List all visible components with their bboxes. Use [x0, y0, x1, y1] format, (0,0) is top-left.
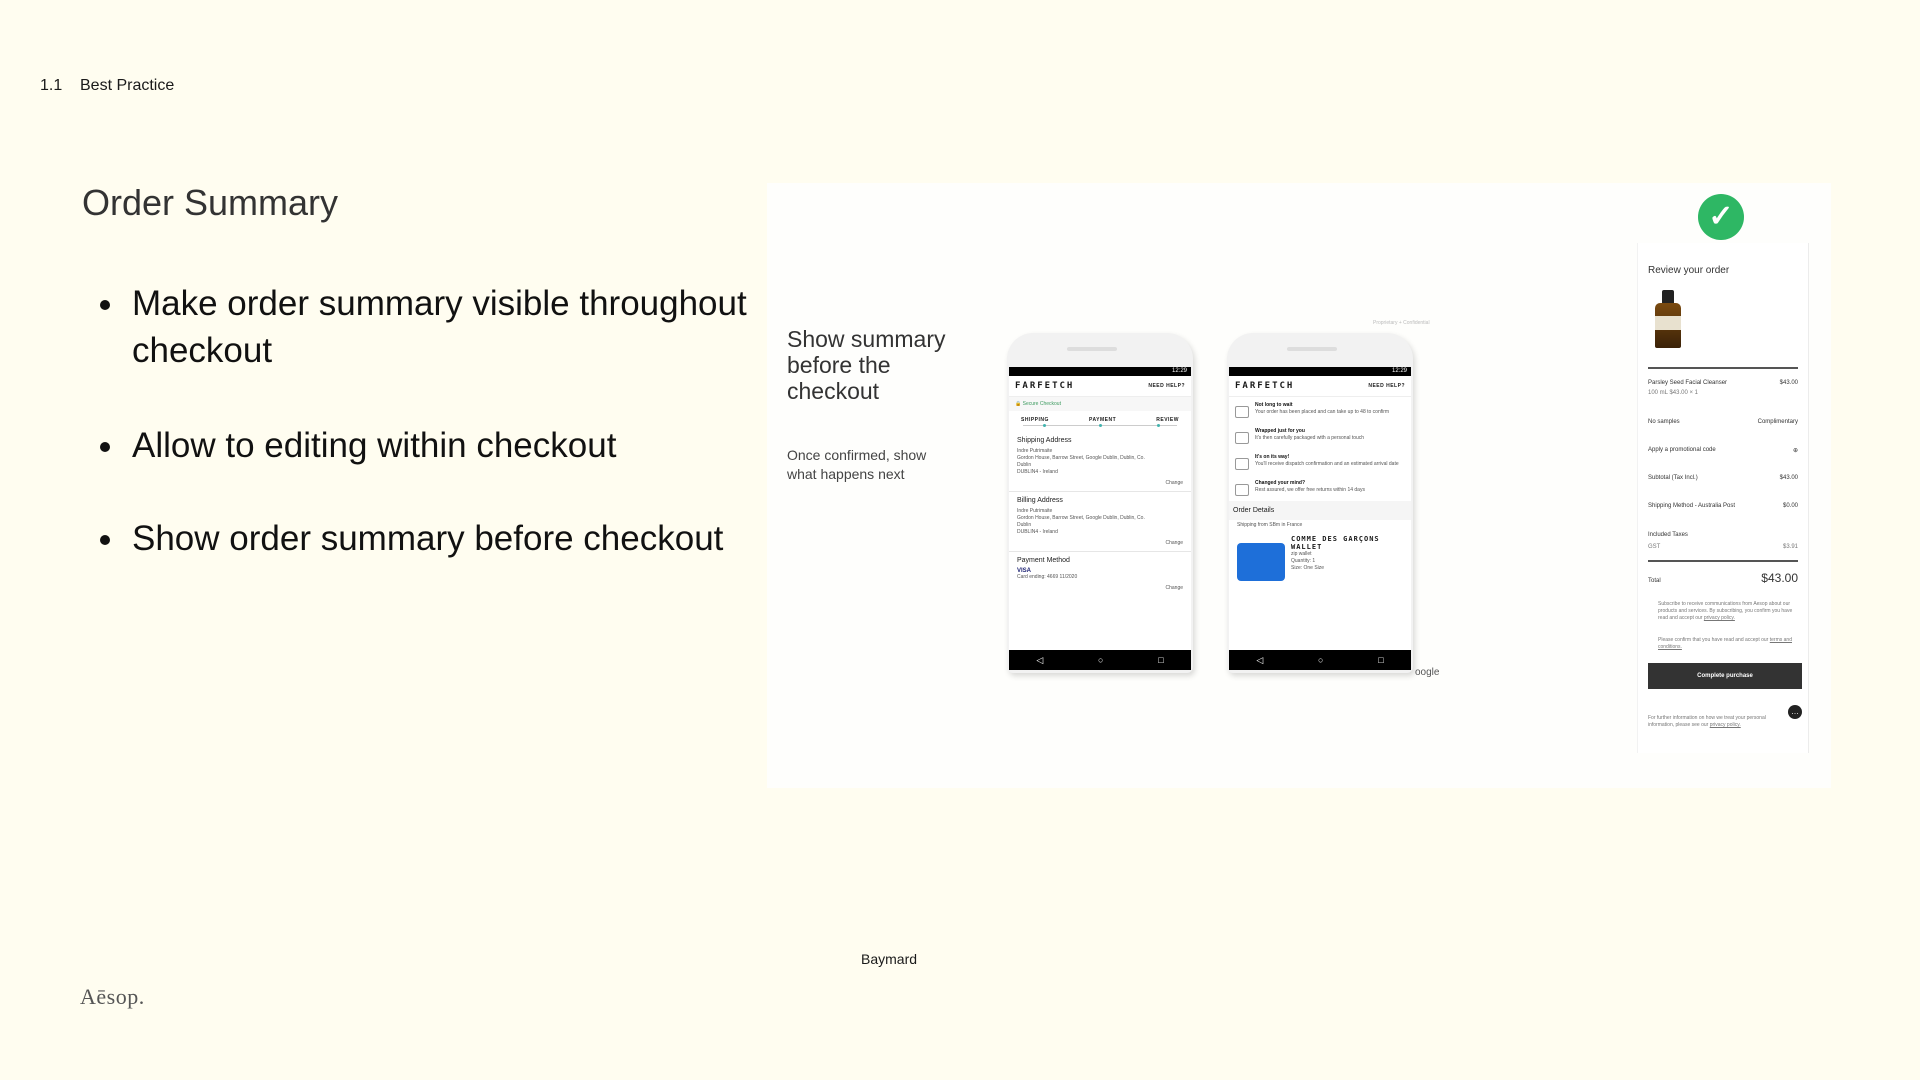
step-title: Changed your mind?: [1255, 480, 1305, 486]
brand-logo: Aēsop.: [80, 984, 145, 1009]
bottle-label: [1655, 316, 1681, 330]
gst-label: GST: [1648, 544, 1661, 550]
address-line: Dublin: [1017, 522, 1032, 528]
address-line: Gordon House, Barrow Street, Google Dublin, Dublin, Co.: [1017, 515, 1145, 521]
slide-number: 1.1: [40, 77, 63, 94]
subtotal-value: $43.00: [1779, 475, 1798, 481]
product-meta: 100 mL $43.00 × 1: [1648, 390, 1698, 396]
gst-row: [1638, 544, 1808, 550]
need-help-link[interactable]: NEED HELP?: [1148, 383, 1185, 389]
phone-screen: [1229, 367, 1411, 670]
complete-purchase-button[interactable]: Complete purchase: [1648, 663, 1802, 689]
samples-row: [1638, 419, 1808, 425]
subtotal-label: Subtotal (Tax Incl.): [1648, 475, 1698, 481]
footer-text: For further information on how we treat your personal information, please see our: [1648, 715, 1766, 728]
return-icon: [1235, 484, 1249, 496]
step-progress: [1023, 425, 1177, 426]
farfetch-logo: FARFETCH: [1015, 381, 1075, 391]
truck-icon: [1235, 458, 1249, 470]
subscribe-consent[interactable]: [1658, 601, 1803, 622]
step-text: It's then carefully packaged with a personal touch: [1255, 435, 1365, 441]
change-billing-link[interactable]: Change: [1165, 540, 1183, 546]
subtotal-row: [1638, 475, 1808, 481]
panel-headline: Show summary before the checkout: [787, 326, 946, 404]
status-bar: 12:29: [1009, 367, 1191, 376]
status-bar: 12:29: [1229, 367, 1411, 376]
chat-icon[interactable]: …: [1788, 705, 1802, 719]
wallet-image: [1237, 543, 1285, 581]
slide-title: Order Summary: [82, 182, 339, 223]
gst-value: $3.91: [1782, 544, 1798, 550]
shipping-heading: Shipping Address: [1017, 437, 1072, 444]
phone-checkout-review: [1007, 333, 1193, 673]
shipping-address-section: [1009, 432, 1191, 492]
google-fragment: oogle: [1415, 667, 1440, 678]
source-credit: Baymard: [861, 951, 918, 967]
address-line: Dublin: [1017, 462, 1032, 468]
bottle-cap: [1662, 290, 1674, 304]
product-name: Parsley Seed Facial Cleanser: [1648, 380, 1728, 386]
step-text: You'll receive dispatch confirmation and an estimated arrival date: [1255, 461, 1399, 467]
phone-speaker: [1287, 347, 1337, 351]
step-payment[interactable]: PAYMENT: [1089, 417, 1117, 423]
total-label: Total: [1648, 578, 1661, 584]
step-text: Your order has been placed and can take up to 48 to confirm: [1255, 409, 1390, 415]
terms-link[interactable]: terms and conditions.: [1658, 637, 1792, 650]
total-row: [1638, 571, 1808, 585]
phone-order-confirmation: [1227, 333, 1413, 673]
shipping-value: $0.00: [1782, 503, 1798, 509]
billing-heading: Billing Address: [1017, 497, 1063, 504]
divider: [1648, 560, 1798, 562]
gift-icon: [1235, 432, 1249, 444]
android-navbar: [1229, 650, 1411, 670]
order-details-heading: Order Details: [1229, 501, 1411, 520]
payment-section: [1009, 552, 1191, 596]
samples-label: No samples: [1648, 419, 1680, 425]
shipping-label: Shipping Method - Australia Post: [1648, 503, 1736, 509]
confirmation-step: [1229, 449, 1411, 475]
farfetch-header: [1009, 376, 1191, 397]
recents-icon[interactable]: □: [1158, 655, 1164, 665]
need-help-link[interactable]: NEED HELP?: [1368, 383, 1405, 389]
recents-icon[interactable]: □: [1378, 655, 1384, 665]
address-line: DUBLIN4 - Ireland: [1017, 529, 1058, 535]
review-heading: Review your order: [1648, 265, 1730, 276]
plus-icon[interactable]: ⊕: [1792, 448, 1798, 454]
card-info: Card ending: 4669 11/2020: [1017, 574, 1078, 580]
terms-consent[interactable]: [1658, 637, 1803, 651]
bullet-list: [98, 280, 758, 562]
footer-privacy-link[interactable]: privacy policy.: [1709, 722, 1741, 728]
promo-row[interactable]: [1638, 447, 1808, 454]
android-navbar: [1009, 650, 1191, 670]
step-review[interactable]: REVIEW: [1156, 417, 1179, 423]
checkmark-icon: ✓: [1698, 194, 1744, 240]
lock-icon secure-checkout: 🔒 Secure Checkout: [1009, 397, 1191, 411]
taxes-label: Included Taxes: [1648, 532, 1688, 538]
step-shipping[interactable]: SHIPPING: [1021, 417, 1049, 423]
address-line: Indre Putrimaite: [1017, 508, 1053, 514]
step-title: It's on its way!: [1255, 454, 1290, 460]
bullet-item: Show order summary before checkout: [98, 515, 758, 562]
bullet-item: Allow to editing within checkout: [98, 422, 758, 469]
phone-screen: [1009, 367, 1191, 670]
product-size: Size: One Size: [1291, 565, 1325, 571]
farfetch-header: [1229, 376, 1411, 397]
subscribe-text: Subscribe to receive communications from Aesop about our products and services. By subscribing, you confirm you have read and accept our: [1658, 601, 1793, 621]
section-label: Best Practice: [80, 77, 175, 94]
back-icon[interactable]: ◁: [1256, 654, 1264, 665]
terms-text: Please confirm that you have read and accept our: [1658, 637, 1769, 643]
step-title: Wrapped just for you: [1255, 428, 1305, 434]
product-quantity: Quantity: 1: [1291, 558, 1316, 564]
privacy-footer: [1648, 715, 1786, 729]
total-value: $43.00: [1761, 571, 1798, 585]
address-line: Gordon House, Barrow Street, Google Dublin, Dublin, Co.: [1017, 455, 1145, 461]
payment-heading: Payment Method: [1017, 557, 1070, 564]
panel-subtext: Once confirmed, show what happens next: [787, 447, 927, 482]
confirmation-step: [1229, 423, 1411, 449]
divider: [1648, 367, 1798, 369]
secure-checkout-label: Secure Checkout: [1022, 401, 1061, 407]
privacy-policy-link[interactable]: privacy policy.: [1703, 615, 1735, 621]
samples-value: Complimentary: [1757, 419, 1798, 425]
step-text: Rest assured, we offer free returns within 14 days: [1255, 487, 1365, 493]
visa-icon: VISA: [1017, 568, 1032, 574]
address-line: DUBLIN4 - Ireland: [1017, 469, 1058, 475]
product-price: $43.00: [1779, 380, 1798, 386]
shipping-row: [1638, 503, 1808, 509]
change-shipping-link[interactable]: Change: [1165, 480, 1183, 486]
clock-icon: [1235, 406, 1249, 418]
bullet-item: Make order summary visible throughout checkout: [98, 280, 758, 374]
home-icon[interactable]: ○: [1318, 655, 1324, 665]
product-name: zip wallet: [1291, 551, 1312, 557]
order-item: [1229, 531, 1411, 585]
phone-speaker: [1067, 347, 1117, 351]
product-brand: COMME DES GARÇONS WALLET: [1291, 535, 1380, 551]
promo-code-link[interactable]: Apply a promotional code: [1648, 447, 1716, 453]
product-row: [1638, 380, 1808, 386]
address-line: Indre Putrimaite: [1017, 448, 1053, 454]
farfetch-logo: FARFETCH: [1235, 381, 1295, 391]
confirmation-step: [1229, 475, 1411, 501]
back-icon[interactable]: ◁: [1036, 654, 1044, 665]
billing-address-section: [1009, 492, 1191, 552]
step-title: Not long to wait: [1255, 402, 1293, 408]
home-icon[interactable]: ○: [1098, 655, 1104, 665]
checkout-steps: [1009, 411, 1191, 425]
confirmation-step: [1229, 397, 1411, 423]
aesop-review-screen: [1637, 243, 1809, 753]
shipping-origin: Shipping from SBm in France: [1237, 522, 1303, 528]
watermark: Proprietary + Confidential: [1373, 320, 1430, 326]
screenshot-panel: [767, 183, 1831, 788]
change-payment-link[interactable]: Change: [1165, 585, 1183, 591]
